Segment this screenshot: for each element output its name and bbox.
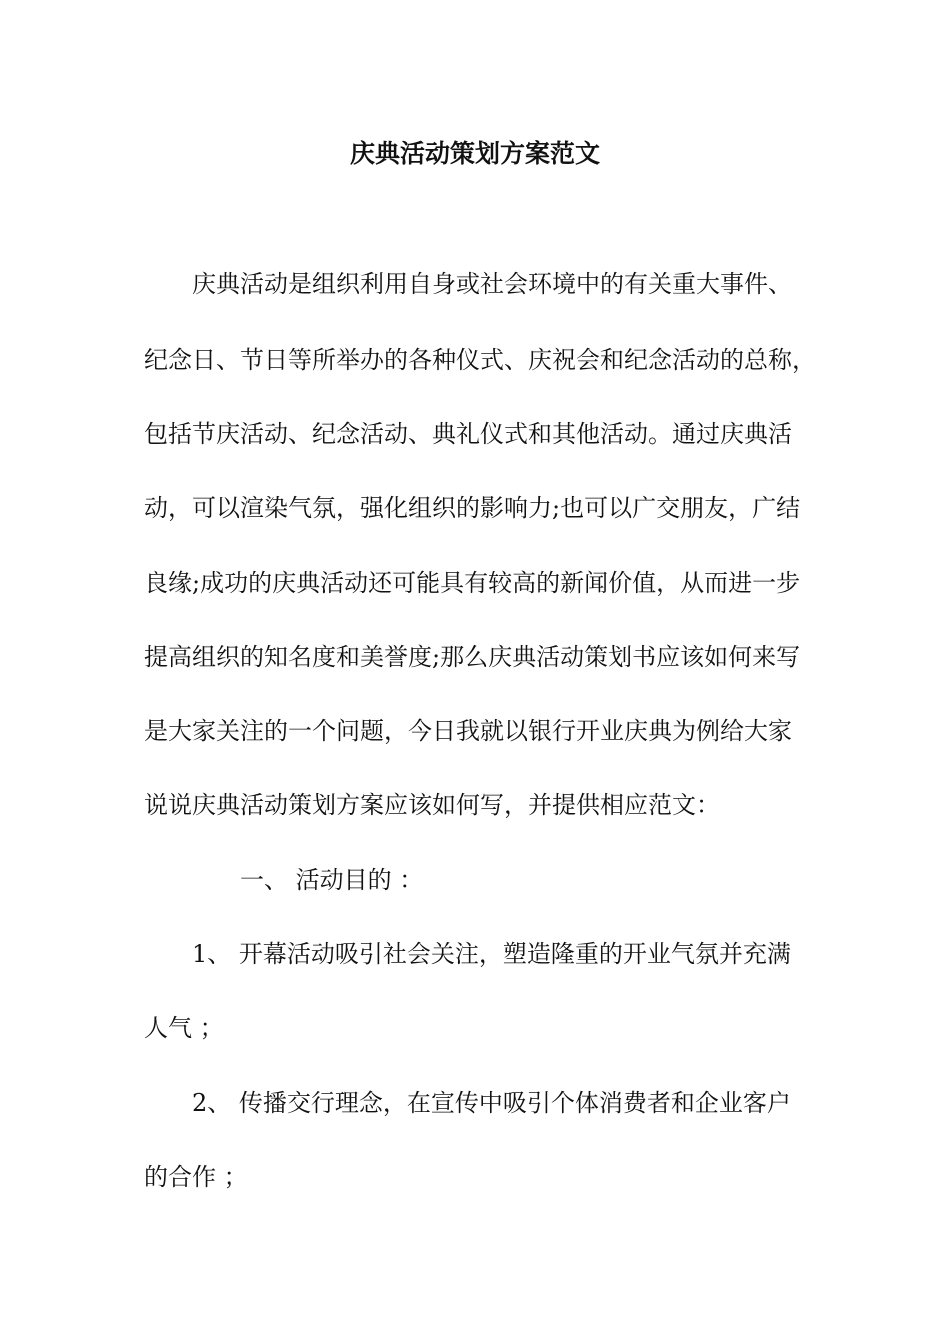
paragraph-line: 庆典活动是组织利用自身或社会环境中的有关重大事件、: [192, 270, 792, 298]
paragraph-line: 良缘;成功的庆典活动还可能具有较高的新闻价值，从而进一步: [144, 569, 801, 597]
paragraph-line: 纪念日、节日等所举办的各种仪式、庆祝会和纪念活动的总称，: [144, 346, 816, 374]
list-item-continuation: 人气 ；: [144, 1014, 224, 1042]
section-heading: 一、 活动目的 ：: [240, 866, 424, 894]
list-item: 1、 开幕活动吸引社会关注，塑造隆重的开业气氛并充满: [192, 940, 791, 968]
list-item-continuation: 的合作 ；: [144, 1163, 248, 1191]
paragraph-line: 说说庆典活动策划方案应该如何写，并提供相应范文：: [144, 791, 720, 819]
paragraph-line: 包括节庆活动、纪念活动、典礼仪式和其他活动。通过庆典活: [144, 420, 792, 448]
page-title: 庆典活动策划方案范文: [349, 139, 600, 168]
paragraph-line: 是大家关注的一个问题，今日我就以银行开业庆典为例给大家: [144, 717, 792, 745]
list-item: 2、 传播交行理念，在宣传中吸引个体消费者和企业客户: [192, 1089, 791, 1117]
paragraph-line: 提高组织的知名度和美誉度;那么庆典活动策划书应该如何来写: [144, 643, 801, 671]
paragraph-line: 动，可以渲染气氛，强化组织的影响力;也可以广交朋友，广结: [144, 494, 801, 522]
